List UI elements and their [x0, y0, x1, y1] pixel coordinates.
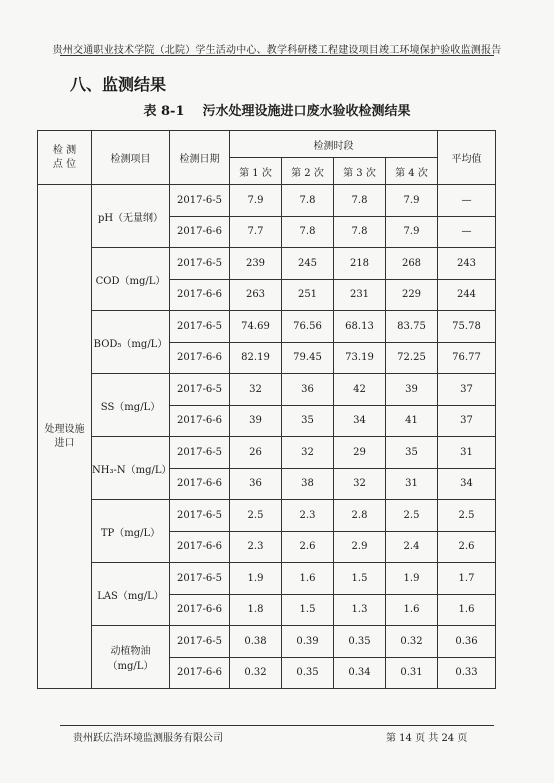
value-cell: 42	[334, 374, 386, 406]
value-cell: 0.34	[334, 657, 386, 689]
item-cell: TP（mg/L）	[92, 500, 170, 563]
date-cell: 2017-6-5	[170, 248, 230, 280]
average-cell: 2.5	[438, 500, 496, 532]
header-date: 检测日期	[170, 131, 230, 185]
date-cell: 2017-6-6	[170, 594, 230, 626]
value-cell: 2.8	[334, 500, 386, 532]
table-header-row	[38, 131, 496, 158]
footer-divider	[60, 725, 494, 726]
date-cell: 2017-6-6	[170, 531, 230, 563]
value-cell: 79.45	[282, 342, 334, 374]
table-row	[38, 374, 496, 406]
item-cell: NH₃-N（mg/L）	[92, 437, 170, 500]
value-cell: 7.9	[386, 216, 438, 248]
value-cell: 0.38	[230, 626, 282, 658]
value-cell: 7.7	[230, 216, 282, 248]
value-cell: 82.19	[230, 342, 282, 374]
value-cell: 263	[230, 279, 282, 311]
section-title: 八、监测结果	[70, 75, 167, 94]
header-time-1: 第 1 次	[230, 158, 282, 185]
value-cell: 7.9	[230, 185, 282, 217]
value-cell: 218	[334, 248, 386, 280]
header-divider	[60, 55, 494, 56]
value-cell: 2.5	[386, 500, 438, 532]
header-time-4: 第 4 次	[386, 158, 438, 185]
table-caption-title: 污水处理设施进口废水验收检测结果	[202, 104, 411, 119]
footer-page-number: 第 14 页 共 24 页	[386, 733, 468, 744]
value-cell: 68.13	[334, 311, 386, 343]
value-cell: 32	[334, 468, 386, 500]
average-cell: 34	[438, 468, 496, 500]
date-cell: 2017-6-5	[170, 374, 230, 406]
value-cell: 7.8	[282, 216, 334, 248]
header-average: 平均值	[438, 131, 496, 185]
value-cell: 35	[282, 405, 334, 437]
value-cell: 245	[282, 248, 334, 280]
date-cell: 2017-6-5	[170, 311, 230, 343]
value-cell: 7.8	[282, 185, 334, 217]
date-cell: 2017-6-5	[170, 437, 230, 469]
header-point: 检 测 点 位	[38, 131, 92, 185]
point-label-cell: 处理设施 进口	[38, 185, 92, 689]
value-cell: 1.9	[230, 563, 282, 595]
value-cell: 26	[230, 437, 282, 469]
value-cell: 231	[334, 279, 386, 311]
value-cell: 268	[386, 248, 438, 280]
value-cell: 1.5	[334, 563, 386, 595]
value-cell: 39	[230, 405, 282, 437]
value-cell: 31	[386, 468, 438, 500]
value-cell: 0.31	[386, 657, 438, 689]
table-row	[38, 500, 496, 532]
value-cell: 2.3	[230, 531, 282, 563]
table-row	[38, 248, 496, 280]
average-cell: 37	[438, 405, 496, 437]
average-cell: 1.7	[438, 563, 496, 595]
value-cell: 36	[230, 468, 282, 500]
item-cell: 动植物油（mg/L）	[92, 626, 170, 689]
value-cell: 2.4	[386, 531, 438, 563]
table-row	[38, 185, 496, 217]
value-cell: 1.6	[386, 594, 438, 626]
value-cell: 0.35	[334, 626, 386, 658]
average-cell: 1.6	[438, 594, 496, 626]
value-cell: 0.32	[386, 626, 438, 658]
average-cell: —	[438, 216, 496, 248]
table-row	[38, 437, 496, 469]
value-cell: 39	[386, 374, 438, 406]
value-cell: 74.69	[230, 311, 282, 343]
value-cell: 7.8	[334, 185, 386, 217]
value-cell: 34	[334, 405, 386, 437]
table-row	[38, 311, 496, 343]
value-cell: 29	[334, 437, 386, 469]
value-cell: 72.25	[386, 342, 438, 374]
average-cell: 244	[438, 279, 496, 311]
value-cell: 1.3	[334, 594, 386, 626]
header-period: 检测时段	[230, 131, 438, 158]
header-time-2: 第 2 次	[282, 158, 334, 185]
date-cell: 2017-6-5	[170, 500, 230, 532]
value-cell: 2.6	[282, 531, 334, 563]
date-cell: 2017-6-5	[170, 626, 230, 658]
date-cell: 2017-6-6	[170, 216, 230, 248]
average-cell: 243	[438, 248, 496, 280]
value-cell: 1.8	[230, 594, 282, 626]
value-cell: 2.9	[334, 531, 386, 563]
value-cell: 239	[230, 248, 282, 280]
value-cell: 0.39	[282, 626, 334, 658]
value-cell: 32	[282, 437, 334, 469]
value-cell: 1.6	[282, 563, 334, 595]
value-cell: 83.75	[386, 311, 438, 343]
item-cell: BOD₅（mg/L）	[92, 311, 170, 374]
value-cell: 251	[282, 279, 334, 311]
date-cell: 2017-6-6	[170, 468, 230, 500]
table-caption-number: 表 8-1	[143, 104, 185, 119]
value-cell: 38	[282, 468, 334, 500]
average-cell: 31	[438, 437, 496, 469]
table-row	[38, 563, 496, 595]
average-cell: —	[438, 185, 496, 217]
value-cell: 0.32	[230, 657, 282, 689]
average-cell: 75.78	[438, 311, 496, 343]
date-cell: 2017-6-6	[170, 405, 230, 437]
value-cell: 32	[230, 374, 282, 406]
value-cell: 1.5	[282, 594, 334, 626]
item-cell: pH（无量纲）	[92, 185, 170, 248]
table-row	[38, 626, 496, 658]
value-cell: 1.9	[386, 563, 438, 595]
value-cell: 7.8	[334, 216, 386, 248]
item-cell: COD（mg/L）	[92, 248, 170, 311]
item-cell: LAS（mg/L）	[92, 563, 170, 626]
average-cell: 2.6	[438, 531, 496, 563]
value-cell: 36	[282, 374, 334, 406]
results-table	[37, 130, 496, 689]
date-cell: 2017-6-6	[170, 657, 230, 689]
date-cell: 2017-6-6	[170, 342, 230, 374]
average-cell: 0.33	[438, 657, 496, 689]
average-cell: 0.36	[438, 626, 496, 658]
average-cell: 76.77	[438, 342, 496, 374]
value-cell: 41	[386, 405, 438, 437]
table-caption	[0, 100, 554, 119]
value-cell: 35	[386, 437, 438, 469]
value-cell: 2.5	[230, 500, 282, 532]
value-cell: 7.9	[386, 185, 438, 217]
date-cell: 2017-6-6	[170, 279, 230, 311]
value-cell: 229	[386, 279, 438, 311]
value-cell: 73.19	[334, 342, 386, 374]
value-cell: 0.35	[282, 657, 334, 689]
average-cell: 37	[438, 374, 496, 406]
header-item: 检测项目	[92, 131, 170, 185]
value-cell: 76.56	[282, 311, 334, 343]
value-cell: 2.3	[282, 500, 334, 532]
report-header: 贵州交通职业技术学院（北院）学生活动中心、教学科研楼工程建设项目竣工环境保护验收监测报告	[52, 45, 502, 56]
item-cell: SS（mg/L）	[92, 374, 170, 437]
header-time-3: 第 3 次	[334, 158, 386, 185]
date-cell: 2017-6-5	[170, 185, 230, 217]
date-cell: 2017-6-5	[170, 563, 230, 595]
footer-company: 贵州跃広浩环境监测服务有限公司	[73, 733, 223, 744]
